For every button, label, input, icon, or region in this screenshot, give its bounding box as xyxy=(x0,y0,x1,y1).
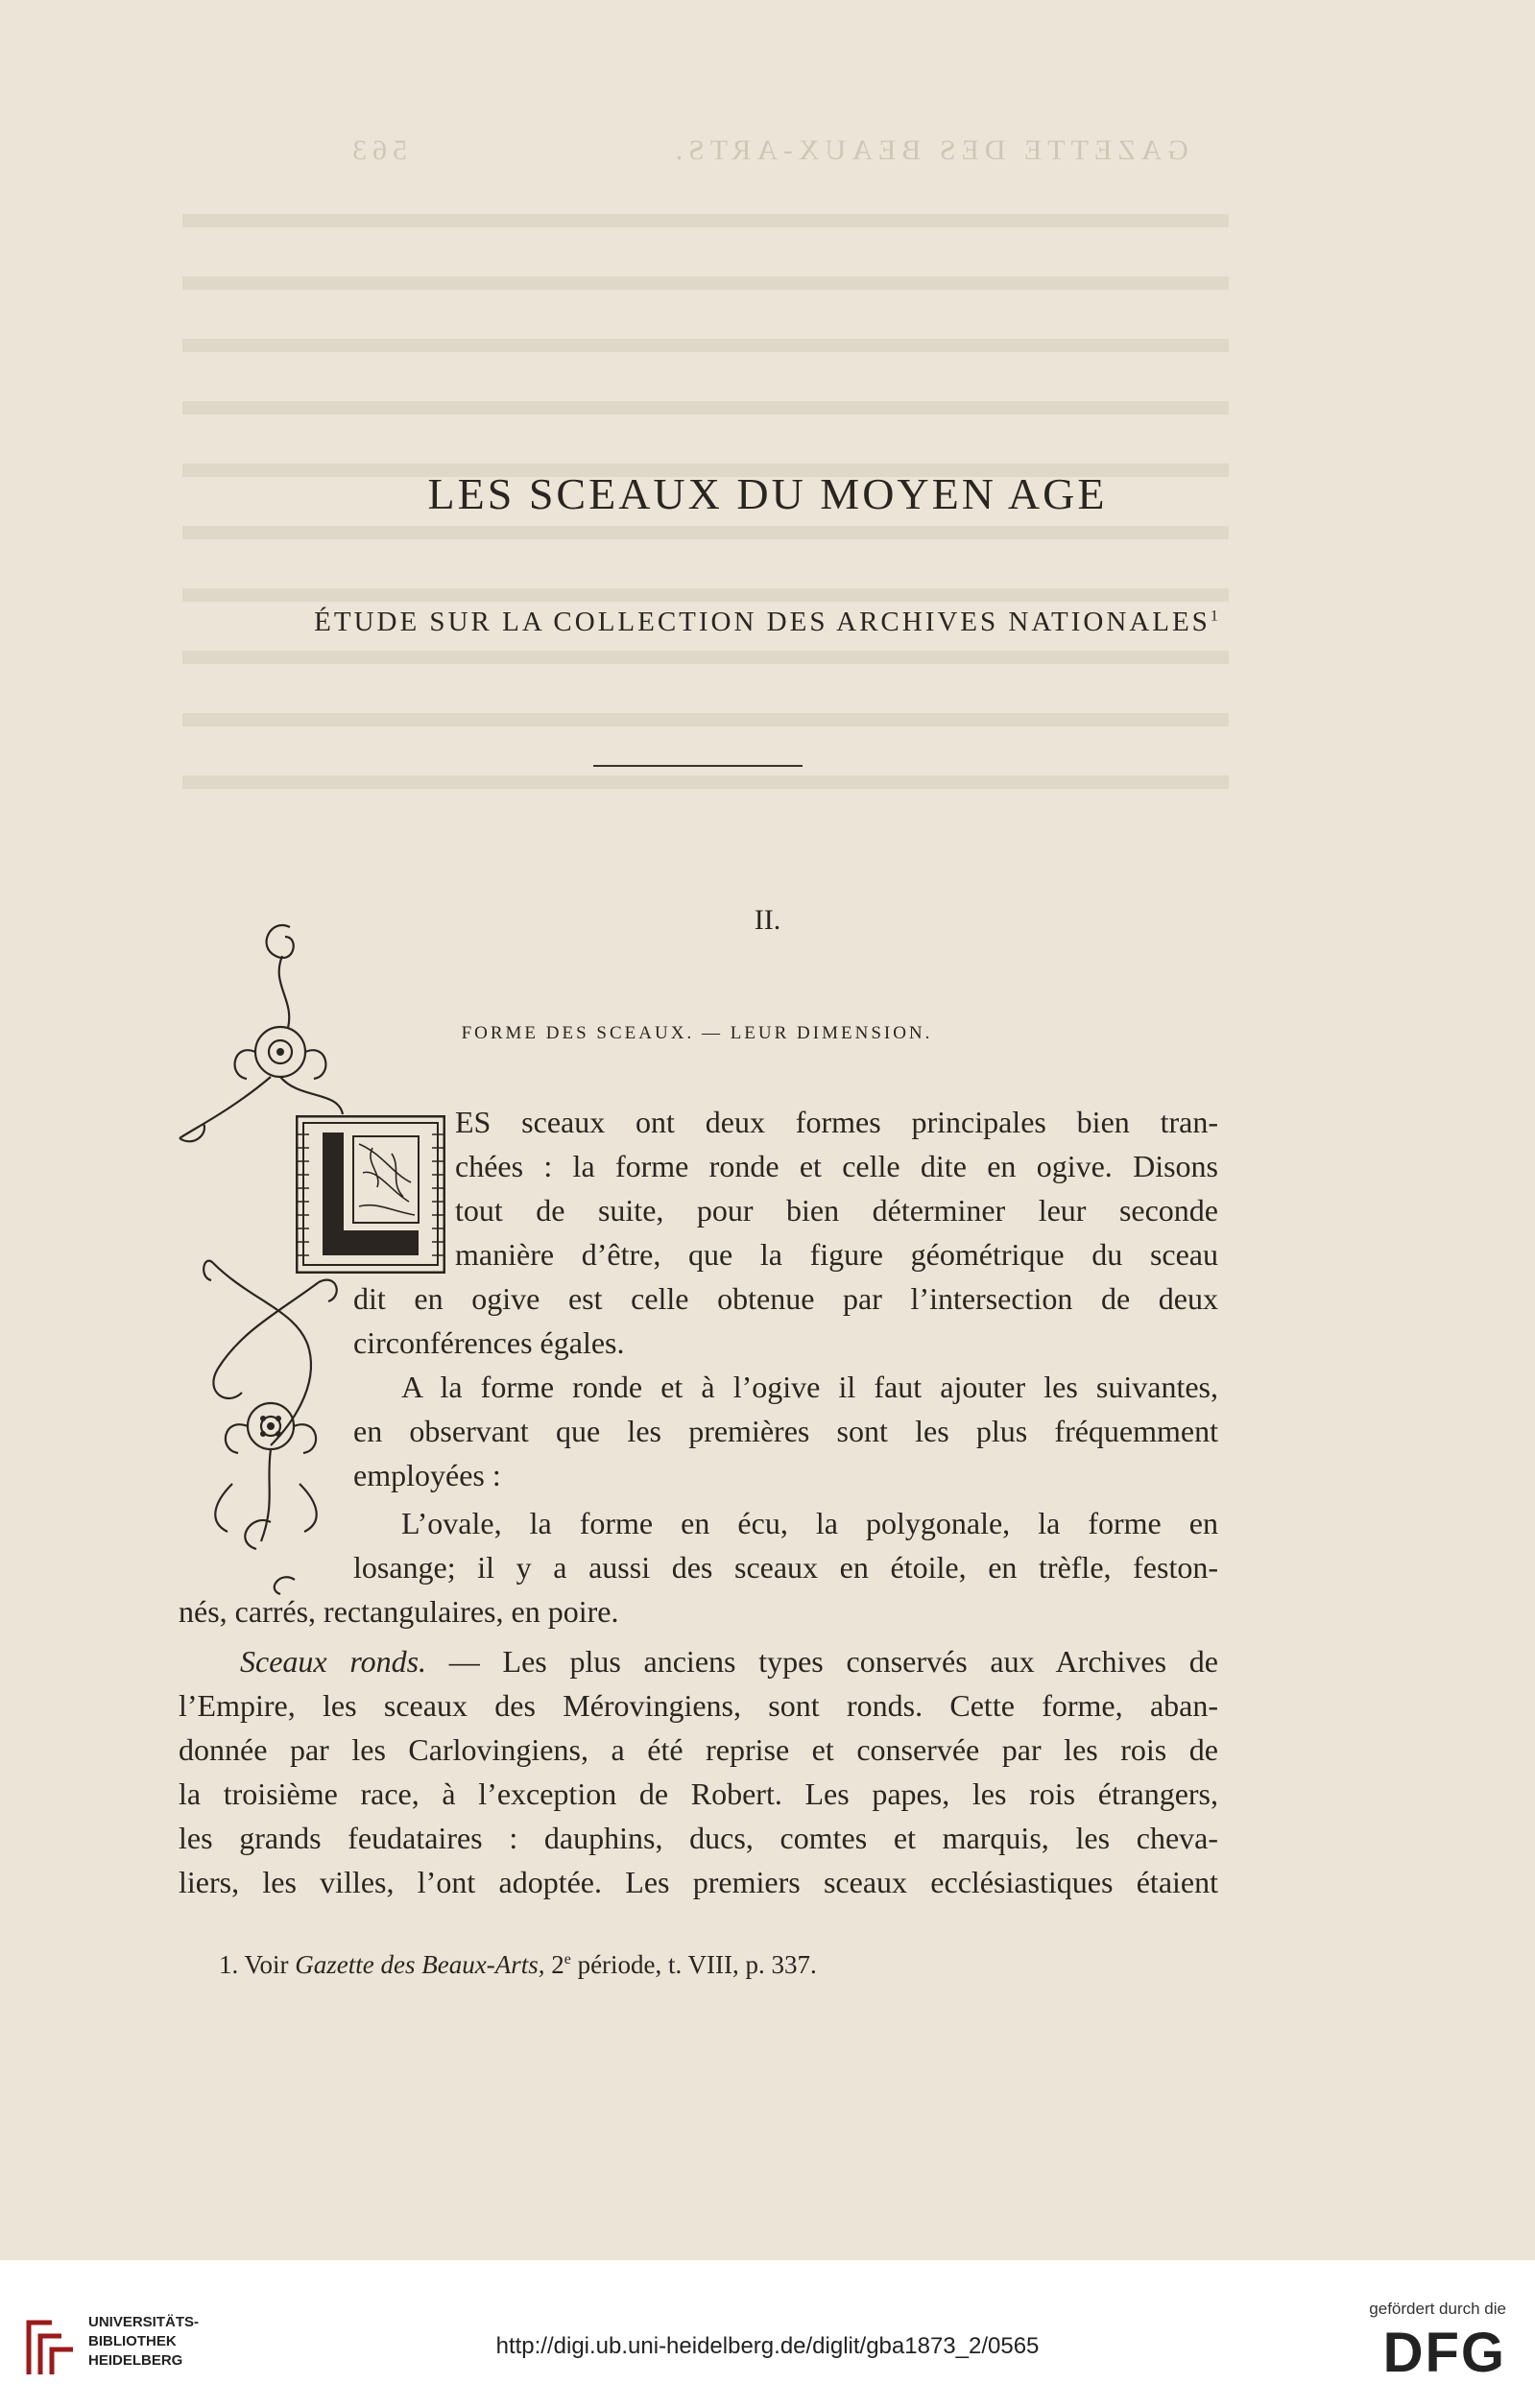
body-line: l’Empire, les sceaux des Mérovingiens, sont ronds. Cette forme, aban- xyxy=(179,1688,1218,1723)
footnote-edition: 2 xyxy=(544,1950,564,1979)
body-line: employées : xyxy=(353,1458,501,1492)
article-subtitle xyxy=(0,607,1535,638)
body-line: losange; il y a aussi des sceaux en étoile, en trèfle, feston- xyxy=(353,1550,1218,1585)
show-through-header xyxy=(0,134,1535,167)
permalink-url[interactable]: http://digi.ub.uni-heidelberg.de/diglit/gba1873_2/0565 xyxy=(495,2333,1040,2359)
body-line: dit en ogive est celle obtenue par l’intersection de deux xyxy=(353,1281,1218,1316)
footnote-number: 1. xyxy=(219,1950,239,1979)
title-divider xyxy=(593,765,803,767)
show-through-page-number: 563 xyxy=(347,134,408,166)
funding-caption: gefördert durch die xyxy=(1369,2300,1506,2318)
body-line: en observant que les premières sont les plus fréquemment xyxy=(353,1414,1218,1448)
section-number: II. xyxy=(754,904,781,936)
body-line: nés, carrés, rectangulaires, en poire. xyxy=(179,1594,619,1629)
footnote-edition-sup: e xyxy=(564,1951,571,1967)
body-line: liers, les villes, l’ont adoptée. Les premiers sceaux ecclésiastiques étaient xyxy=(179,1865,1218,1899)
library-name-line: UNIVERSITÄTS- xyxy=(88,2314,200,2330)
footnote xyxy=(219,1950,817,1980)
body-line: ES sceaux ont deux formes principales bien tran- xyxy=(455,1105,1218,1139)
library-name-line: BIBLIOTHEK xyxy=(88,2333,177,2349)
footnote-journal-title: Gazette des Beaux-Arts, xyxy=(295,1950,545,1979)
library-name-line: HEIDELBERG xyxy=(88,2352,183,2369)
drop-cap-initial-icon xyxy=(296,1115,445,1274)
article-subtitle-text: ÉTUDE SUR LA COLLECTION DES ARCHIVES NATIONALES xyxy=(314,607,1211,637)
body-line-text: — Les plus anciens types conservés aux Archives de xyxy=(426,1644,1219,1679)
dfg-logo: DFG xyxy=(1382,2322,1506,2384)
article-title: LES SCEAUX DU MOYEN AGE xyxy=(427,469,1108,518)
body-line: la troisième race, à l’exception de Robert. Les papes, les rois étrangers, xyxy=(179,1776,1218,1811)
italic-run-in-heading: Sceaux ronds. xyxy=(240,1644,427,1679)
show-through-header-text: GAZETTE DES BEAUX-ARTS. xyxy=(669,134,1188,166)
body-line: les grands feudataires : dauphins, ducs, comtes et marquis, les cheva- xyxy=(179,1821,1218,1855)
body-line: chées : la forme ronde et celle dite en ogive. Disons xyxy=(455,1149,1218,1183)
body-line: A la forme ronde et à l’ogive il faut ajouter les suivantes, xyxy=(401,1370,1218,1404)
body-line: donnée par les Carlovingiens, a été reprise et conservée par les rois de xyxy=(179,1732,1218,1767)
body-line: L’ovale, la forme en écu, la polygonale, la forme en xyxy=(401,1506,1218,1540)
body-line: tout de suite, pour bien déterminer leur seconde xyxy=(455,1193,1218,1228)
footnote-text: Voir xyxy=(238,1950,296,1979)
section-heading: FORME DES SCEAUX. — LEUR DIMENSION. xyxy=(461,1023,933,1043)
body-line: manière d’être, que la figure géométrique du sceau xyxy=(455,1237,1218,1272)
footnote-text-end: période, t. VIII, p. 337. xyxy=(570,1950,817,1979)
body-line: circonférences égales. xyxy=(353,1325,625,1360)
subtitle-footnote-marker: 1 xyxy=(1210,608,1221,625)
body-line xyxy=(240,1639,1218,1683)
